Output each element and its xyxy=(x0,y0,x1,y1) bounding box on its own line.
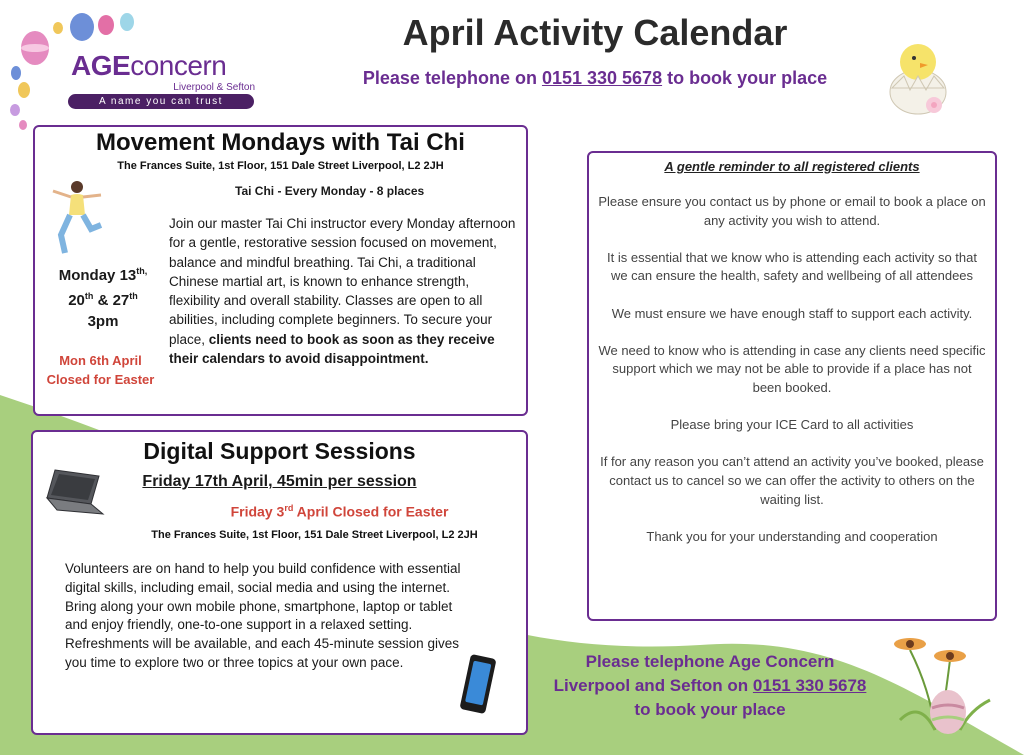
footer-phone-number[interactable]: 0151 330 5678 xyxy=(752,676,867,695)
age-concern-logo xyxy=(66,50,261,112)
digital-title: Digital Support Sessions xyxy=(143,438,416,464)
taichi-title: Movement Mondays with Tai Chi xyxy=(96,129,465,156)
reminder-title: A gentle reminder to all registered clients xyxy=(664,159,920,174)
reminder-paragraph: Thank you for your understanding and cooperation xyxy=(646,528,938,544)
reminder-paragraph: We need to know who is attending in case any clients need specific support which we may not be able to provide if a place has not been booked. xyxy=(598,342,986,395)
reminder-paragraph: If for any reason you can’t attend an activity you’ve booked, please contact us to cancel so we can offer the activity to others on the waiting list. xyxy=(600,454,984,507)
logo-wordmark: AGEconcern xyxy=(71,50,227,81)
dancer-icon xyxy=(49,177,105,257)
page-subtitle: Please telephone on 0151 330 5678 to book your place xyxy=(362,68,828,88)
flowers-egg-icon xyxy=(890,630,1010,740)
reminder-paragraph: Please bring your ICE Card to all activities xyxy=(670,417,914,433)
digital-date: Friday 17th April, 45min per session xyxy=(142,473,417,490)
reminder-paragraph: We must ensure we have enough staff to support each activity. xyxy=(611,305,973,321)
digital-section xyxy=(31,430,528,735)
taichi-dates: Monday $13^{th,}$ 20th & 27th 3pm xyxy=(58,266,148,330)
footer-booking-cta: Please telephone Age Concern Liverpool and Sefton on 0151 330 5678 to book your place xyxy=(553,652,867,719)
page-title: April Activity Calendar xyxy=(402,12,788,53)
reminder-section xyxy=(587,151,997,621)
logo-tagline: A name you can trust xyxy=(68,94,254,109)
reminder-list xyxy=(597,193,987,565)
taichi-description: Join our master Tai Chi instructor every Monday afternoon for a gentle, restorative session focused on movement, balance and mindful breathing. Tai Chi, a traditional Chinese martial art, is known to enhance strength, flexibility and overall stability. Classes are open to all abilities, including complete beginners. To secure your place, clients need to book as soon as they receive their calendars to avoid disappointment. xyxy=(169,216,516,367)
reminder-paragraph: It is essential that we know who is attending each activity so that we can ensure the health, safety and wellbeing of all attendees xyxy=(607,249,977,284)
phone-number[interactable]: 0151 330 5678 xyxy=(541,68,663,88)
digital-closed-notice: Friday 3rd April Closed for Easter xyxy=(230,503,449,520)
chick-icon xyxy=(884,30,956,126)
taichi-address: The Frances Suite, 1st Floor, 151 Dale Street Liverpool, L2 2JH xyxy=(117,160,444,172)
taichi-closed-notice: Mon 6th April Closed for Easter xyxy=(46,353,155,387)
reminder-paragraph: Please ensure you contact us by phone or email to book a place on any activity you wish to attend. xyxy=(598,194,986,228)
digital-description: Volunteers are on hand to help you build confidence with essential digital skills, including email, social media and using the internet. Bring along your own mobile phone, smartphone, laptop or tablet and enjoy friendly, one-to-one support in a relaxed setting. Refreshments will be available, and each 45-minute session gives you time to explore two or three topics at your own pace. xyxy=(65,561,461,670)
smartphone-icon xyxy=(457,654,499,716)
digital-address: The Frances Suite, 1st Floor, 151 Dale Street Liverpool, L2 2JH xyxy=(151,529,478,541)
logo-location: Liverpool & Sefton xyxy=(173,82,255,93)
taichi-schedule: Tai Chi - Every Monday - 8 places xyxy=(235,184,425,198)
taichi-section xyxy=(33,125,528,416)
